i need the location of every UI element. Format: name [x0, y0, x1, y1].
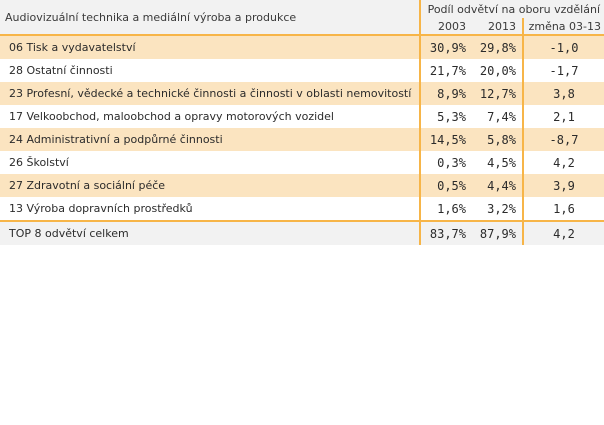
table-row [0, 174, 604, 197]
row-value-2003: 5,3% [420, 105, 472, 128]
table-row [0, 82, 604, 105]
row-value-2013: 4,5% [472, 151, 523, 174]
row-value-2013: 12,7% [472, 82, 523, 105]
row-industry-name: 24 Administrativní a podpůrné činnosti [0, 128, 420, 151]
row-value-change: -1,0 [523, 35, 604, 59]
row-value-change: -1,7 [523, 59, 604, 82]
table-header [0, 0, 604, 35]
row-value-2003: 0,3% [420, 151, 472, 174]
row-value-2013: 4,4% [472, 174, 523, 197]
row-value-2013: 5,8% [472, 128, 523, 151]
column-header-2013: 2013 [472, 18, 523, 35]
total-row [0, 221, 604, 245]
row-value-change: 2,1 [523, 105, 604, 128]
row-value-change: 3,8 [523, 82, 604, 105]
row-value-change: 3,9 [523, 174, 604, 197]
table-row [0, 128, 604, 151]
table-row [0, 105, 604, 128]
row-industry-name: 27 Zdravotní a sociální péče [0, 174, 420, 197]
table-row [0, 151, 604, 174]
row-industry-name: 17 Velkoobchod, maloobchod a opravy motorových vozidel [0, 105, 420, 128]
total-value-2003: 83,7% [420, 221, 472, 245]
row-value-change: 4,2 [523, 151, 604, 174]
row-industry-name: 28 Ostatní činnosti [0, 59, 420, 82]
table-row [0, 35, 604, 59]
table-title: Audiovizuální technika a mediální výroba a produkce [0, 0, 420, 35]
total-label: TOP 8 odvětví celkem [0, 221, 420, 245]
row-industry-name: 13 Výroba dopravních prostředků [0, 197, 420, 221]
row-industry-name: 23 Profesní, vědecké a technické činnosti a činnosti v oblasti nemovitostí [0, 82, 420, 105]
row-value-change: 1,6 [523, 197, 604, 221]
row-value-2013: 3,2% [472, 197, 523, 221]
row-value-2003: 0,5% [420, 174, 472, 197]
table-body [0, 35, 604, 245]
table-row [0, 197, 604, 221]
table-row [0, 59, 604, 82]
column-header-2003: 2003 [420, 18, 472, 35]
row-value-2013: 29,8% [472, 35, 523, 59]
row-value-2003: 30,9% [420, 35, 472, 59]
column-group-header: Podíl odvětví na oboru vzdělání [420, 0, 604, 18]
row-value-change: -8,7 [523, 128, 604, 151]
column-header-change: změna 03-13 [523, 18, 604, 35]
row-value-2003: 14,5% [420, 128, 472, 151]
row-value-2003: 1,6% [420, 197, 472, 221]
row-industry-name: 06 Tisk a vydavatelství [0, 35, 420, 59]
row-industry-name: 26 Školství [0, 151, 420, 174]
row-value-2013: 7,4% [472, 105, 523, 128]
row-value-2003: 21,7% [420, 59, 472, 82]
total-value-change: 4,2 [523, 221, 604, 245]
row-value-2003: 8,9% [420, 82, 472, 105]
row-value-2013: 20,0% [472, 59, 523, 82]
total-value-2013: 87,9% [472, 221, 523, 245]
